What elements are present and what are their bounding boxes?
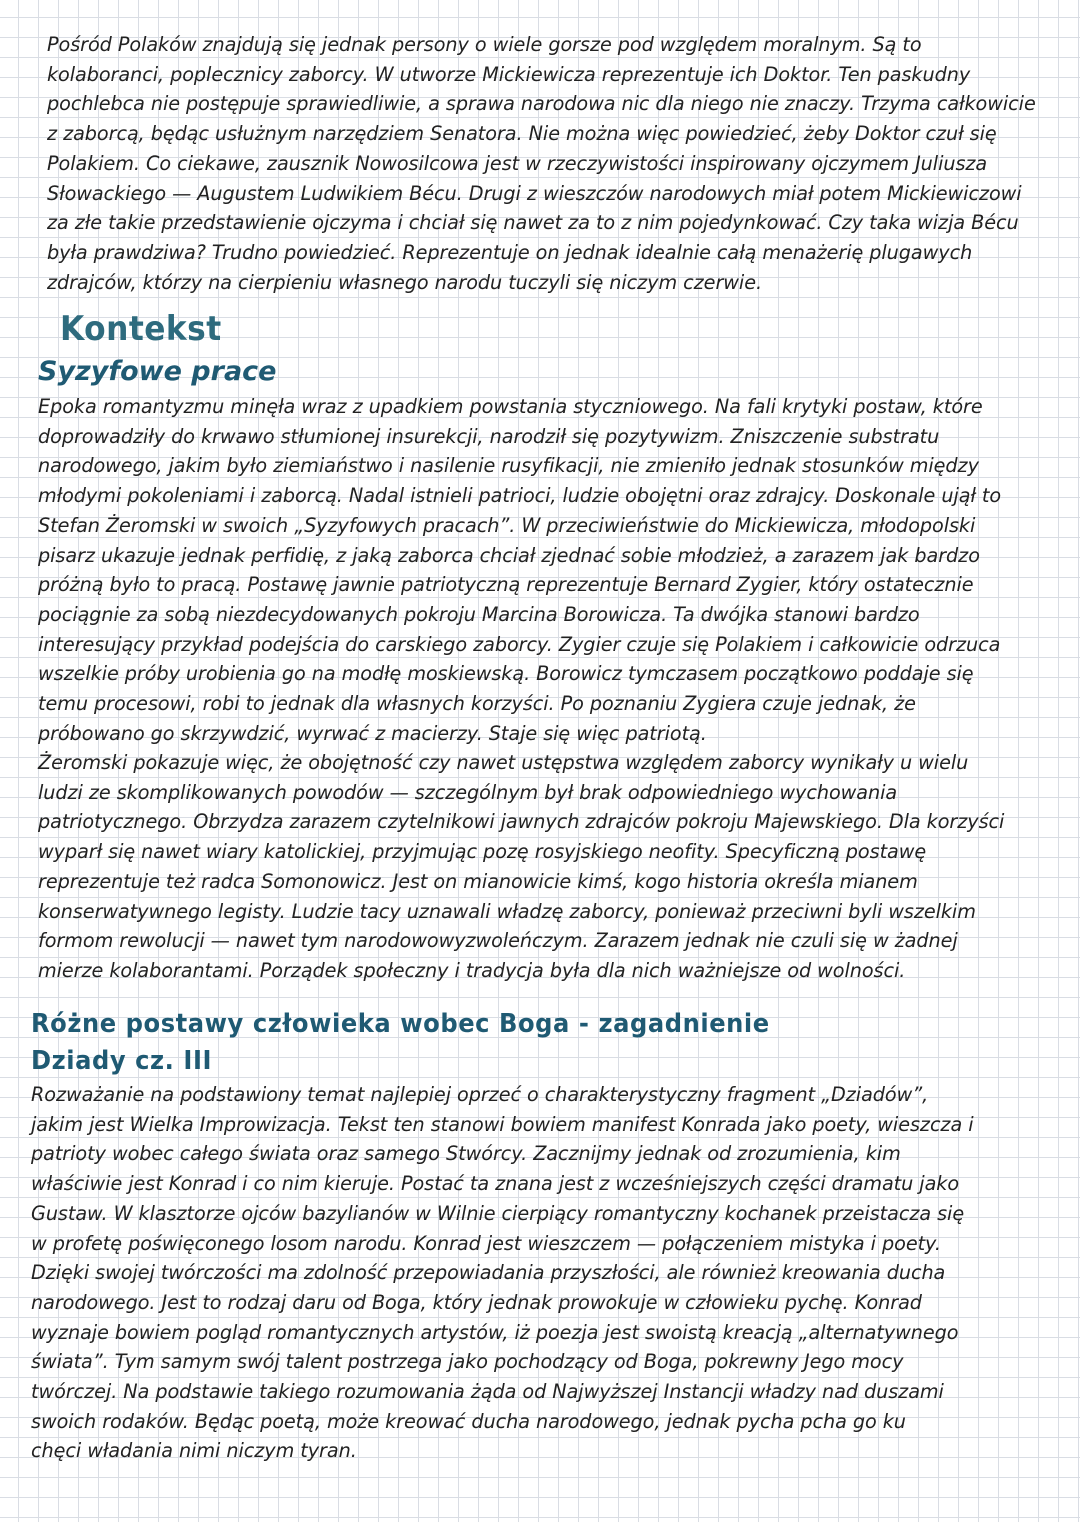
subheading-syzyfowe-prace: Syzyfowe prace [38,356,277,387]
section-heading-postawy-wobec-boga: Różne postawy człowieka wobec Boga - zagadnienie Dziady cz. III [31,1009,770,1076]
paragraph-wielka-improwizacja: Rozważanie na podstawiony temat najlepiej oprzeć o charakterystyczny fragment „Dziadów”, jakim jest Wielka Improwizacja. Tekst ten stanowi bowiem manifest Konrada jako poety, wieszcza i patrioty wobec całego świata oraz samego Stwórcy. Zacznijmy jednak od zrozumienia, kim właściwie jest Konrad i co nim kieruje. Postać ta znana jest z wcześniejszych części dramatu jako Gustaw. W klasztorze ojców bazylianów w Wilnie cierpiący romantyczny kochanek przeistacza się w profetę poświęconego losom narodu. Konrad jest wieszczem — połączeniem mistyka i poety. Dzięki swojej twórczości ma zdolność przepowiadania przyszłości, ale również kreowania ducha narodowego. Jest to rodzaj daru od Boga, który jednak prowokuje w człowieku pychę. Konrad wyznaje bowiem pogląd romantycznych artystów, iż poezja jest swoistą kreacją „alternatywnego świata”. Tym samym swój talent postrzega jako pochodzący od Boga, pokrewny Jego mocy twórczej. Na podstawie takiego rozumowania żąda od Najwyższej Instancji władzy nad duszami swoich rodaków. Będąc poetą, może kreować ducha narodowego, jednak pycha pcha go ku chęci władania nimi niczym tyran. [31,1083,974,1463]
section-heading-kontekst: Kontekst [60,309,222,349]
paragraph-doktor: Pośród Polaków znajdują się jednak persony o wiele gorsze pod względem moralnym. Są to kolaboranci, poplecznicy zaborcy. W utworze Mickiewicza reprezentuje ich Doktor. Ten paskudny pochlebca nie postępuje sprawiedliwie, a sprawa narodowa nic dla niego nie znaczy. Trzyma całkowicie z zaborcą, będąc usłużnym narzędziem Senatora. Nie można więc powiedzieć, żeby Doktor czuł się Polakiem. Co ciekawe, zausznik Nowosilcowa jest w rzeczywistości inspirowany ojczymem Juliusza Słowackiego — Augustem Ludwikiem Bécu. Drugi z wieszczów narodowych miał potem Mickiewiczowi za złe takie przedstawienie ojczyma i chciał się nawet za to z nim pojedynkować. Czy taka wizja Bécu była prawdziwa? Trudno powiedzieć. Reprezentuje on jednak idealnie całą menażerię plugawych zdrajców, którzy na cierpieniu własnego narodu tuczyli się niczym czerwie. [47,33,1036,294]
paragraph-syzyfowe-1: Epoka romantyzmu minęła wraz z upadkiem powstania styczniowego. Na fali krytyki postaw, które doprowadziły do krwawo stłumionej insurekcji, narodził się pozytywizm. Zniszczenie substratu narodowego, jakim było ziemiaństwo i nasilenie rusyfikacji, nie zmieniło jednak stosunków między młodymi pokoleniami i zaborcą. Nadal istnieli patrioci, ludzie obojętni oraz zdrajcy. Doskonale ujął to Stefan Żeromski w swoich „Syzyfowych pracach”. W przeciwieństwie do Mickiewicza, młodopolski pisarz ukazuje jednak perfidię, z jaką zaborca chciał zjednać sobie młodzież, a zarazem jak bardzo próżną było to pracą. Postawę jawnie patriotyczną reprezentuje Bernard Zygier, który ostatecznie pociągnie za sobą niezdecydowanych pokroju Marcina Borowicza. Ta dwójka stanowi bardzo interesujący przykład podejścia do carskiego zaborcy. Zygier czuje się Polakiem i całkowicie odrzuca wszelkie próby urobienia go na modłę moskiewską. Borowicz tymczasem początkowo poddaje się temu procesowi, robi to jednak dla własnych korzyści. Po poznaniu Zygiera czuje jednak, że próbowano go skrzywdzić, wyrwać z macierzy. Staje się więc patriotą. [38,395,1002,745]
paragraph-syzyfowe-2: Żeromski pokazuje więc, że obojętność czy nawet ustępstwa względem zaborcy wynikały u wielu ludzi ze skomplikowanych powodów — szczególnym był brak odpowiedniego wychowania patriotycznego. Obrzydza zarazem czytelnikowi jawnych zdrajców pokroju Majewskiego. Dla korzyści wyparł się nawet wiary katolickiej, przyjmując pozę rosyjskiego neofity. Specyficzną postawę reprezentuje też radca Somonowicz. Jest on mianowicie kimś, kogo historia określa mianem konserwatywnego legisty. Ludzie tacy uznawali władzę zaborcy, ponieważ przeciwni byli wszelkim formom rewolucji — nawet tym narodowowyzwoleńczym. Zarazem jednak nie czuli się w żadnej mierze kolaborantami. Porządek społeczny i tradycja była dla nich ważniejsze od wolności. [38,751,1005,982]
